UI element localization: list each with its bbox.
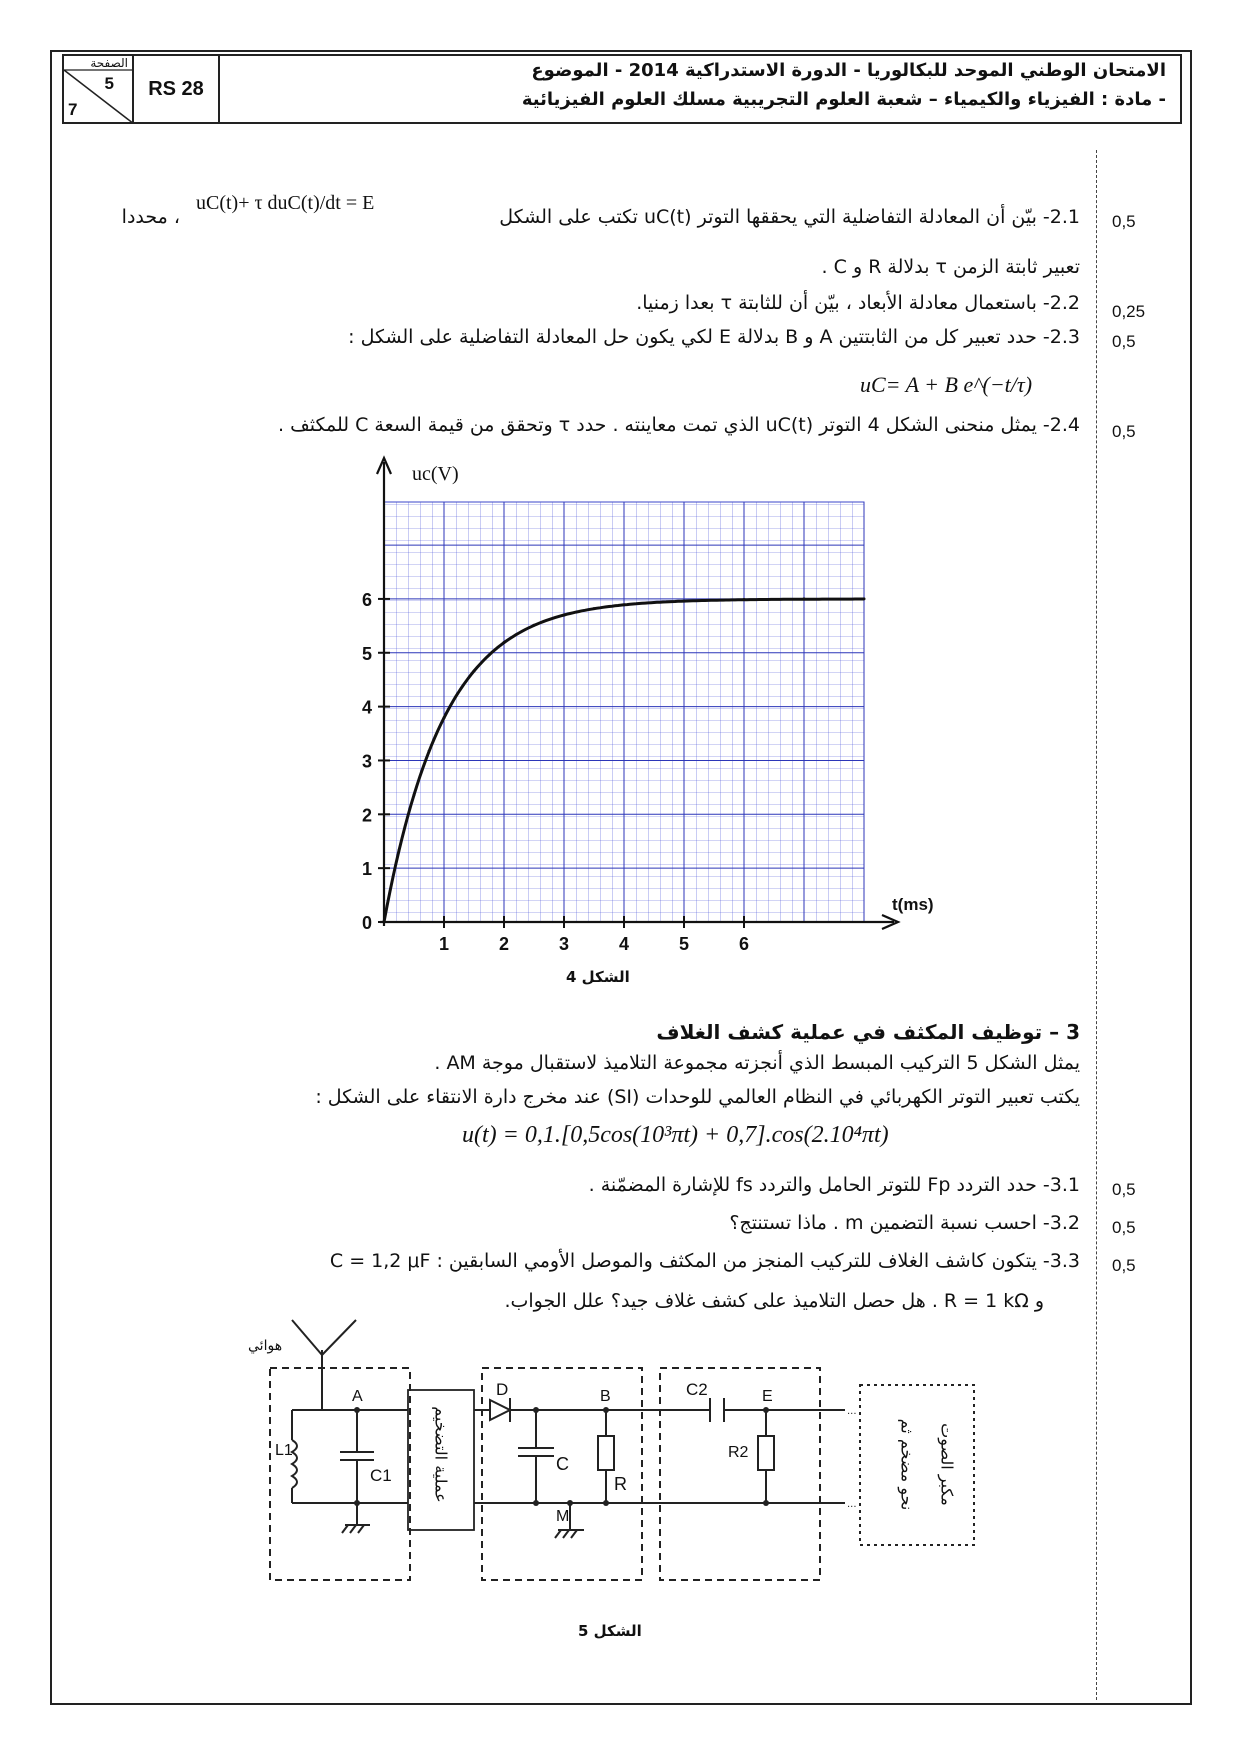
title-line-2: - مادة : الفيزياء والكيمياء – شعبة العلوم التجريبية مسلك العلوم الفيزيائية bbox=[521, 89, 1166, 110]
y-tick-label: 4 bbox=[361, 697, 372, 718]
uc-point bbox=[473, 670, 476, 673]
title-line-1: الامتحان الوطني الموحد للبكالوريا - الدورة الاستدراكية 2014 - الموضوع bbox=[531, 60, 1166, 81]
x-tick-label: 5 bbox=[678, 934, 690, 954]
score-3-2: 0,5 bbox=[1112, 1218, 1136, 1237]
uc-point bbox=[428, 750, 431, 753]
uc-point bbox=[383, 921, 386, 924]
question-2-3-equation: uC= A + B e^(−t/τ) bbox=[860, 372, 1033, 397]
capacitor-c2-label: C2 bbox=[686, 1380, 708, 1399]
section-3-p2: يكتب تعبير التوتر الكهربائي في النظام العالمي للوحدات (SI) عند مخرج دارة الانتقاء على الشكل : bbox=[315, 1086, 1080, 1108]
figure-5-caption: الشكل 5 bbox=[578, 1622, 642, 1640]
question-2-2: 2.2- باستعمال معادلة الأبعاد ، بيّن أن للثابتة τ بعدا زمنيا. bbox=[636, 292, 1080, 314]
uc-point bbox=[803, 597, 806, 600]
y-tick-label: 0 bbox=[361, 913, 372, 933]
y-tick-label: 2 bbox=[361, 805, 372, 826]
exam-code: RS 28 bbox=[134, 54, 220, 124]
x-tick-label: 6 bbox=[738, 934, 750, 954]
uc-point bbox=[413, 793, 416, 796]
modulation-block-label: عملية التضخيم bbox=[431, 1406, 451, 1503]
x-axis-label: t(ms) bbox=[892, 895, 934, 914]
uc-point bbox=[593, 607, 596, 610]
speaker-label: مكبر الصوت bbox=[937, 1423, 957, 1506]
score-2-4: 0,5 bbox=[1112, 422, 1136, 441]
question-2-1-equation: uC(t)+ τ duC(t)/dt = E bbox=[196, 192, 375, 214]
uc-point bbox=[443, 716, 446, 719]
question-3-3-line2: و R = 1 kΩ . هل حصل التلاميذ على كشف غلاف جيد؟ علل الجواب. bbox=[504, 1290, 1044, 1312]
node-m-label: M bbox=[556, 1508, 570, 1525]
score-2-3: 0,5 bbox=[1112, 332, 1136, 351]
question-2-3: 2.3- حدد تعبير كل من الثابتتين A و B بدلالة E لكي يكون حل المعادلة التفاضلية على الشكل : bbox=[348, 326, 1080, 348]
uc-point bbox=[563, 614, 566, 617]
score-3-1: 0,5 bbox=[1112, 1180, 1136, 1199]
resistor-r-label: R bbox=[614, 1474, 627, 1494]
uc-point bbox=[743, 598, 746, 601]
figure-4-caption: الشكل 4 bbox=[566, 968, 630, 986]
uc-point bbox=[503, 641, 506, 644]
page-label: الصفحة bbox=[90, 56, 128, 70]
question-3-3: 3.3- يتكون كاشف الغلاف للتركيب المنجز من المكثف والموصل الأومي السابقين : C = 1,2 μF bbox=[329, 1250, 1080, 1272]
section-3-p1: يمثل الشكل 5 التركيب المبسط الذي أنجزته مجموعة التلاميذ لاستقبال موجة AM . bbox=[434, 1052, 1080, 1074]
capacitor-c-label: C bbox=[556, 1454, 569, 1474]
diode-label: D bbox=[496, 1380, 509, 1399]
capacitor-c1-label: C1 bbox=[370, 1466, 392, 1485]
y-tick-label: 3 bbox=[361, 751, 372, 772]
svg-text:...: ... bbox=[847, 1499, 857, 1510]
page-number: 5 bbox=[104, 74, 114, 93]
amplifier-label: نحو مضخم ثم bbox=[897, 1418, 917, 1511]
x-tick-label: 3 bbox=[558, 934, 570, 954]
uc-point bbox=[863, 597, 866, 600]
node-e-label: E bbox=[762, 1388, 773, 1405]
antenna-label: هوائي bbox=[248, 1338, 283, 1354]
question-2-4: 2.4- يمثل منحنى الشكل 4 التوتر uC(t) الذي تمت معاينته . حدد τ وتحقق من قيمة السعة C للمكثف . bbox=[277, 414, 1080, 436]
y-tick-label: 6 bbox=[361, 589, 372, 610]
uc-point bbox=[683, 600, 686, 603]
score-2-1: 0,5 bbox=[1112, 212, 1136, 231]
svg-text:...: ... bbox=[847, 1406, 857, 1417]
page-total: 7 bbox=[68, 100, 78, 119]
inductor-l1-label: L1 bbox=[275, 1442, 293, 1459]
question-3-1: 3.1- حدد التردد Fp للتوتر الحامل والتردد fs للإشارة المضمّنة . bbox=[588, 1174, 1080, 1196]
node-a-label: A bbox=[352, 1388, 363, 1405]
question-2-1-line2: تعبير ثابتة الزمن τ بدلالة R و C . bbox=[821, 256, 1080, 278]
uc-point bbox=[533, 624, 536, 627]
score-2-2: 0,25 bbox=[1112, 302, 1146, 321]
score-3-3: 0,5 bbox=[1112, 1256, 1136, 1275]
section-3-equation: u(t) = 0,1.[0,5cos(10³πt) + 0,7].cos(2.10⁴πt) bbox=[462, 1122, 889, 1148]
y-tick-label: 5 bbox=[361, 643, 372, 664]
question-2-1-text: 2.1- بيّن أن المعادلة التفاضلية التي يحققها التوتر uC(t) تكتب على الشكل bbox=[499, 206, 1080, 228]
question-3-2: 3.2- احسب نسبة التضمين m . ماذا تستنتج؟ bbox=[729, 1212, 1080, 1234]
uc-point bbox=[398, 849, 401, 852]
section-3-title: 3 – توظيف المكثف في عملية كشف الغلاف bbox=[656, 1020, 1080, 1044]
node-b-label: B bbox=[600, 1388, 611, 1405]
x-tick-label: 2 bbox=[498, 934, 510, 954]
x-tick-label: 1 bbox=[438, 934, 450, 954]
uc-point bbox=[623, 603, 626, 606]
resistor-r2-label: R2 bbox=[728, 1444, 749, 1461]
x-tick-label: 4 bbox=[618, 934, 630, 954]
y-axis-label: uc(V) bbox=[412, 463, 459, 485]
question-2-1-suffix: ، محددا bbox=[121, 206, 180, 228]
y-tick-label: 1 bbox=[361, 859, 372, 880]
